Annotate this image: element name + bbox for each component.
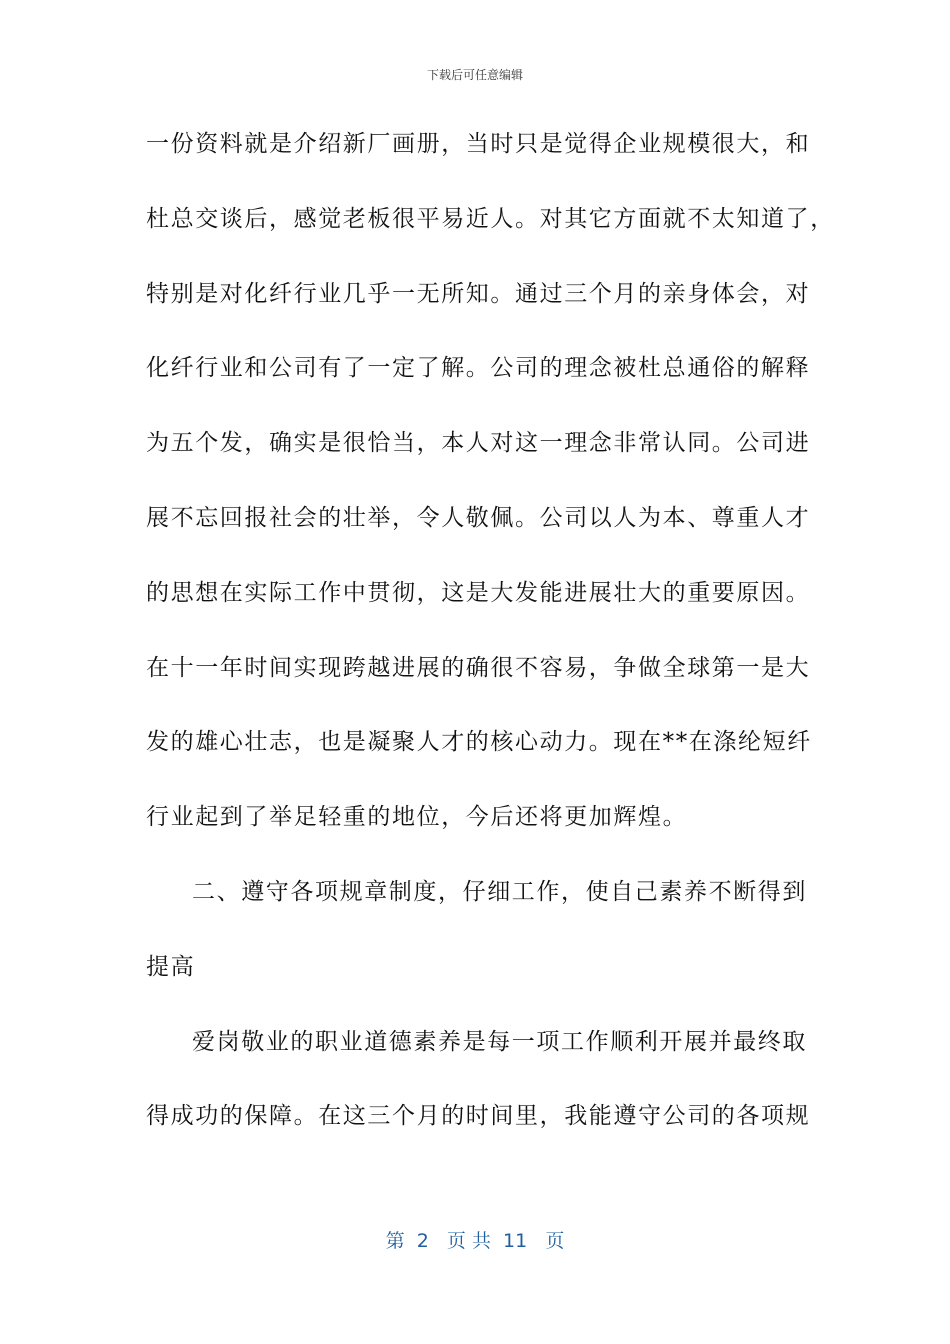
text-line: 行业起到了举足轻重的地位，今后还将更加辉煌。 bbox=[146, 804, 688, 831]
text-line: 特别是对化纤行业几乎一无所知。通过三个月的亲身体会，对 bbox=[146, 280, 811, 307]
page-number-footer: 第 2 页 共 11 页 bbox=[385, 1230, 565, 1252]
document-body bbox=[146, 118, 835, 1165]
text-line: 在十一年时间实现跨越进展的确很不容易，争做全球第一是大 bbox=[146, 654, 811, 681]
text-line: 一份资料就是介绍新厂画册，当时只是觉得企业规模很大，和 bbox=[146, 131, 811, 157]
section-heading-line: 提高 bbox=[146, 953, 196, 980]
section-heading-line: 二、遵守各项规章制度，仔细工作，使自己素养不断得到 bbox=[192, 878, 807, 905]
text-line: 化纤行业和公司有了一定了解。公司的理念被杜总通俗的解释 bbox=[146, 355, 811, 382]
text-line: 杜总交谈后，感觉老板很平易近人。对其它方面就不太知道了， bbox=[146, 205, 835, 232]
text-line: 发的雄心壮志，也是凝聚人才的核心动力。现在**在涤纶短纤 bbox=[146, 729, 812, 756]
text-line: 展不忘回报社会的壮举，令人敬佩。公司以人为本、尊重人才 bbox=[146, 504, 811, 531]
text-line: 为五个发，确实是很恰当，本人对这一理念非常认同。公司进 bbox=[146, 430, 811, 457]
text-line: 的思想在实际工作中贯彻，这是大发能进展壮大的重要原因。 bbox=[146, 579, 811, 606]
page-header: 下载后可任意编辑 bbox=[426, 68, 523, 82]
text-line: 爱岗敬业的职业道德素养是每一项工作顺利开展并最终取 bbox=[192, 1028, 807, 1055]
text-line: 得成功的保障。在这三个月的时间里，我能遵守公司的各项规 bbox=[146, 1103, 811, 1130]
